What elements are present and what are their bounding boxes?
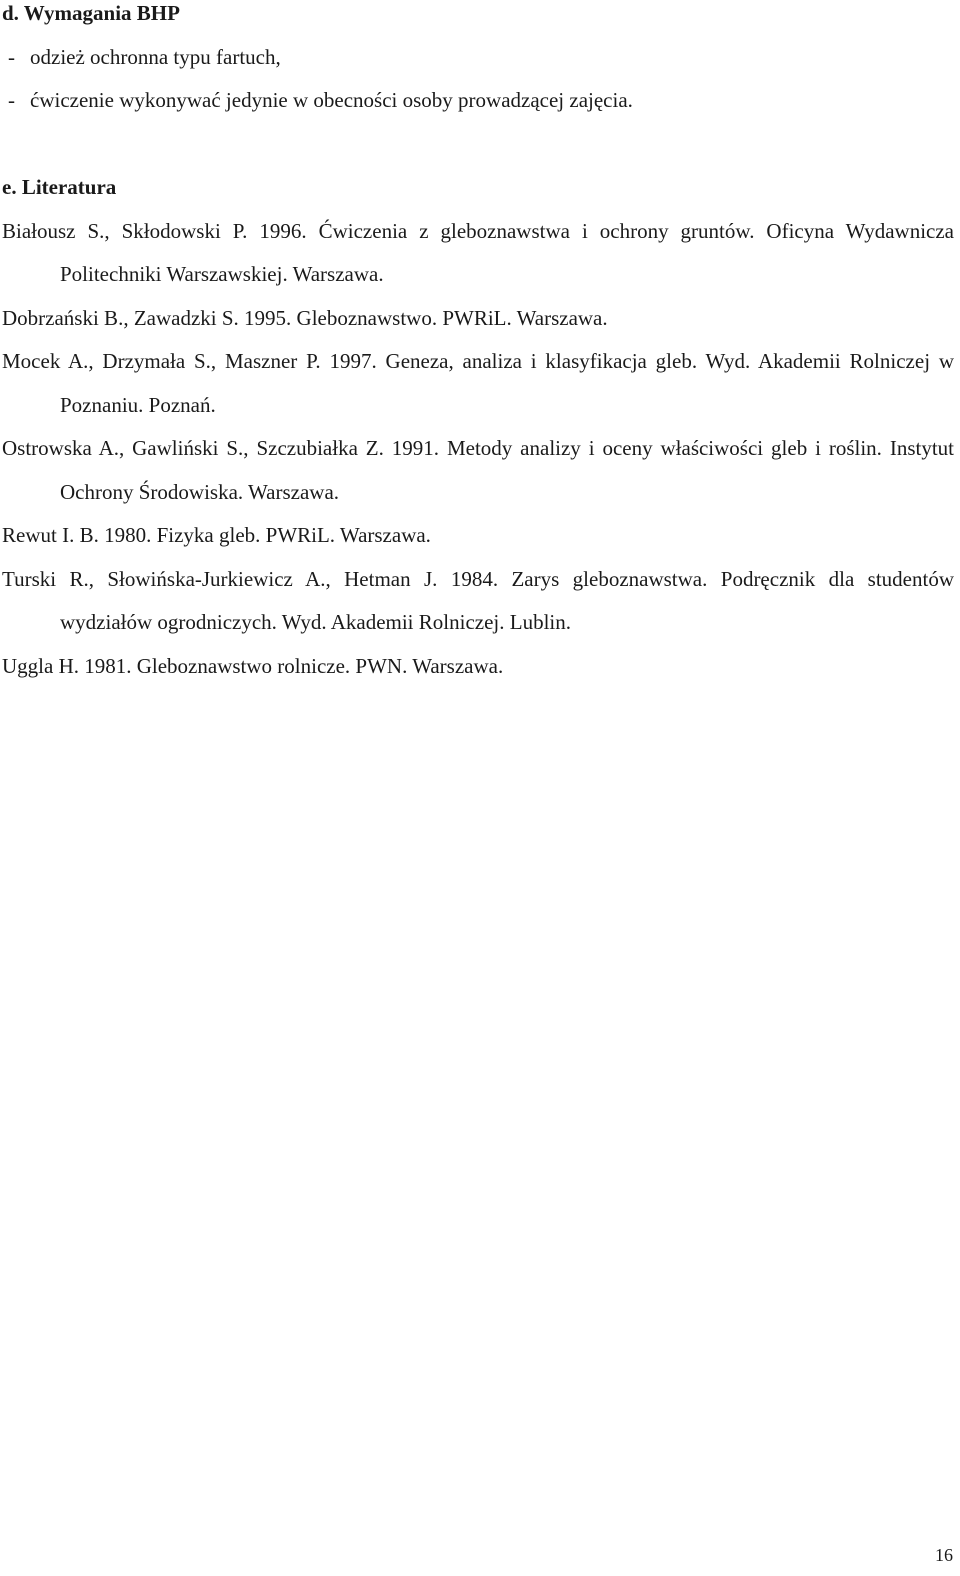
section-heading-bhp: d. Wymagania BHP (2, 1, 180, 25)
section-heading-literature: e. Literatura (2, 175, 117, 199)
bhp-item-text: odzież ochronna typu fartuch, (30, 44, 281, 69)
reference-dobrzanski: Dobrzański B., Zawadzki S. 1995. Gleboznawstwo. PWRiL. Warszawa. (2, 305, 608, 330)
reference-rewut: Rewut I. B. 1980. Fizyka gleb. PWRiL. Warszawa. (2, 523, 431, 547)
section-spacer (2, 123, 954, 167)
bhp-item-text: ćwiczenie wykonywać jedynie w obecności osoby prowadzącej zajęcia. (30, 88, 633, 112)
reference-mocek: Mocek A., Drzymała S., Maszner P. 1997. Geneza, analiza i klasyfikacja gleb. Wyd. Akademii Rolniczej w Poznaniu. Poznań. (2, 349, 954, 417)
bhp-item-supervision (2, 79, 954, 123)
reference-turski: Turski R., Słowińska-Jurkiewicz A., Hetman J. 1984. Zarys gleboznawstwa. Podręcznik dla studentów wydziałów ogrodniczych. Wyd. Akademii Rolniczej. Lublin. (2, 566, 954, 634)
dash-bullet: - (8, 44, 15, 69)
reference-ostrowska: Ostrowska A., Gawliński S., Szczubiałka Z. 1991. Metody analizy i oceny właściwości gleb i roślin. Instytut Ochrony Środowiska. Warszawa. (2, 436, 954, 504)
dash-bullet: - (8, 88, 15, 112)
reference-uggla: Uggla H. 1981. Gleboznawstwo rolnicze. PWN. Warszawa. (2, 653, 504, 678)
bhp-item-protective-clothing (2, 36, 954, 80)
page-number: 16 (935, 1545, 953, 1565)
page-content (2, 0, 954, 688)
reference-bialousz: Białousz S., Skłodowski P. 1996. Ćwiczenia z gleboznawstwa i ochrony gruntów. Oficyna Wydawnicza Politechniki Warszawskiej. Warszawa. (2, 218, 954, 286)
